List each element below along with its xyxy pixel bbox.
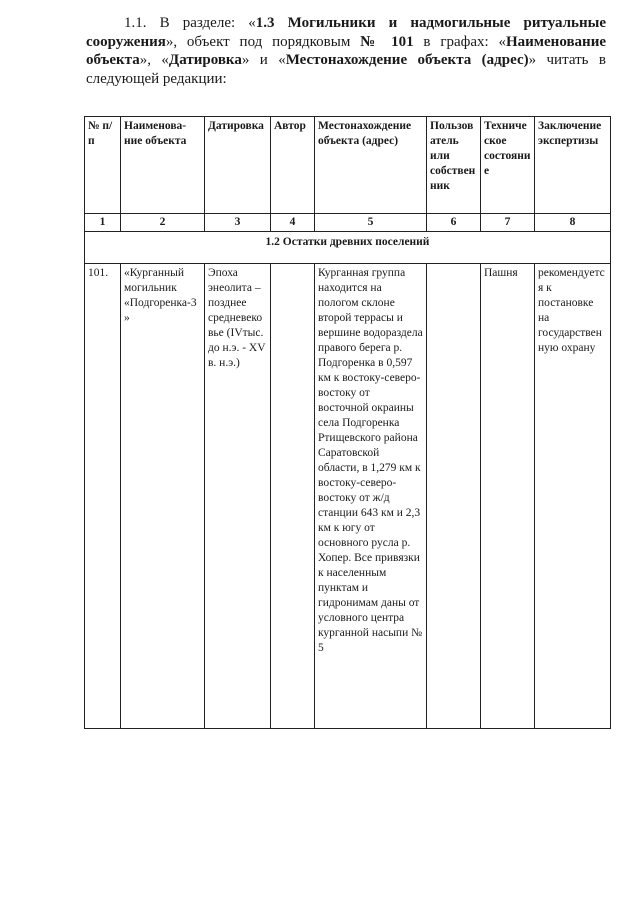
intro-text: », объект под порядковым [165, 33, 361, 50]
section-row [85, 232, 611, 264]
column-number: 1 [85, 214, 121, 232]
column-number: 7 [481, 214, 535, 232]
row-number: 101. [85, 264, 121, 729]
header-cell-conclusion: Заключение экспертизы [535, 117, 611, 214]
amendment-paragraph [86, 14, 606, 88]
header-cell-name: Наименова-ние объекта [121, 117, 205, 214]
header-cell-author: Автор [271, 117, 315, 214]
column-number-row [85, 214, 611, 232]
section-name: 1.3 Могильники и надмогильные ритуальные сооружения [86, 15, 606, 50]
object-condition: Пашня [481, 264, 535, 729]
column-number: 2 [121, 214, 205, 232]
object-owner [427, 264, 481, 729]
header-cell-condition: Техническое состояние [481, 117, 535, 214]
intro-text: », « [139, 52, 169, 68]
header-cell-number: № п/п [85, 117, 121, 214]
column-name-location: Местонахождение объекта (адрес) [285, 52, 529, 68]
header-cell-dating: Датировка [205, 117, 271, 214]
object-conclusion: рекомендуется к постановке на государственную охрану [535, 264, 611, 729]
intro-text: в графах: « [413, 33, 506, 50]
column-number: 4 [271, 214, 315, 232]
intro-text: » читать в следующей редакции: [86, 52, 606, 87]
object-author [271, 264, 315, 729]
table-header-row [85, 117, 611, 214]
intro-text: 1.1. В разделе: « [124, 15, 256, 31]
column-name-dating: Датировка [168, 52, 242, 68]
header-cell-location: Местонахождение объекта (адрес) [315, 117, 427, 214]
object-dating: Эпоха энеолита – позднее средневековье (IVтыс. до н.э. - XV в. н.э.) [205, 264, 271, 729]
object-location: Курганная группа находится на пологом склоне второй террасы и вершине водораздела правого берега р. Подгоренка в 0,597 км к востоку-северо-востоку от восточной окраины села Подгоренка Ртищевского района Саратовской области, в 1,279 км к востоку-северо-востоку от ж/д станции 643 км и 2,3 км к югу от основного русла р. Хопер. Все привязки к населенным пунктам и гидронимам даны от условного центра курганной насыпи № 5 [315, 264, 427, 729]
column-number: 5 [315, 214, 427, 232]
section-title: 1.2 Остатки древних поселений [85, 232, 611, 264]
column-number: 8 [535, 214, 611, 232]
object-number: № 101 [360, 33, 414, 50]
header-cell-owner: Пользователь или собственник [427, 117, 481, 214]
intro-text: » и « [241, 52, 286, 68]
column-name-title: Наименование объекта [86, 33, 606, 68]
heritage-register-table [84, 116, 611, 729]
column-number: 3 [205, 214, 271, 232]
table-row [85, 264, 611, 729]
column-number: 6 [427, 214, 481, 232]
object-name: «Курганный могильник «Подгоренка-3» [121, 264, 205, 729]
